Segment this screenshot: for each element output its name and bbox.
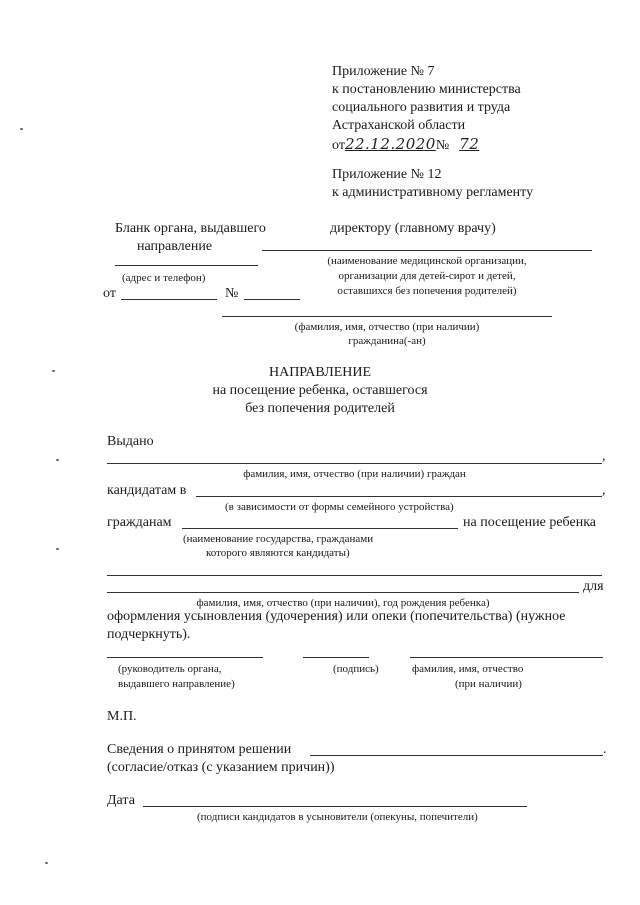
family-form-caption: (в зависимости от формы семейного устройства) [225, 501, 454, 513]
head-caption-1: (руководитель органа, [118, 663, 222, 675]
director-title: директору (главному врачу) [330, 221, 496, 236]
family-form-line [196, 496, 602, 497]
date-line [143, 806, 527, 807]
fio-caption-2: (при наличии) [455, 678, 522, 690]
appendix-7-number-sign: № [435, 138, 450, 153]
appendix-7-line-4: Астраханской области [332, 118, 466, 133]
issued-to-comma: , [602, 449, 606, 464]
organization-caption-2: организации для детей-сирот и детей, [338, 270, 516, 282]
blank-date-line [121, 299, 217, 300]
recipient-fio-caption-2: гражданина(-ан) [348, 335, 426, 347]
blank-number-line [244, 299, 300, 300]
child-line-2 [107, 592, 579, 593]
organization-caption-3: оставшихся без попечения родителей) [337, 285, 517, 297]
citizens-fio-caption: фамилия, имя, отчество (при наличии) граждан [243, 468, 466, 480]
candidates-label: кандидатам в [107, 483, 187, 498]
appendix-7-date-line [332, 135, 479, 155]
decision-dot: . [603, 742, 607, 757]
issued-label: Выдано [107, 434, 154, 449]
head-signature-line [107, 657, 263, 658]
scan-speck [45, 862, 48, 864]
visit-label: на посещение ребенка [463, 515, 596, 530]
state-caption-2: которого являются кандидаты) [206, 547, 350, 559]
address-caption: (адрес и телефон) [122, 272, 206, 284]
blank-label-line-1: Бланк органа, выдавшего [115, 221, 266, 236]
fio-signature-line [410, 657, 603, 658]
signature-caption: (подпись) [333, 663, 379, 675]
blank-label-line-2: направление [137, 239, 213, 254]
blank-number-label: № [225, 286, 239, 301]
scan-speck [52, 370, 55, 372]
blank-from-label: от [103, 286, 116, 301]
head-caption-2: выдавшего направление) [118, 678, 235, 690]
state-caption-1: (наименование государства, гражданами [183, 533, 374, 545]
address-line [115, 265, 258, 266]
issued-to-line [107, 463, 602, 464]
scan-speck [56, 548, 59, 550]
state-line [182, 528, 458, 529]
appendix-12-line-2: к административному регламенту [332, 185, 534, 200]
purpose-line-1: оформления усыновления (удочерения) или опеки (попечительства) (нужное [107, 609, 566, 624]
scan-speck [20, 128, 23, 130]
decision-caption: (согласие/отказ (с указанием причин)) [107, 760, 335, 775]
document-title: НАПРАВЛЕНИЕ [268, 365, 372, 380]
appendix-7-line-2: к постановлению министерства [332, 82, 521, 97]
decision-label: Сведения о принятом решении [107, 742, 292, 757]
recipient-fio-line [222, 316, 552, 317]
appendix-7-handwritten-number: 72 [459, 135, 480, 153]
date-label: Дата [107, 793, 135, 808]
recipient-fio-caption-1: (фамилия, имя, отчество (при наличии) [294, 321, 480, 333]
child-caption: фамилия, имя, отчество (при наличии), год рождения ребенка) [196, 597, 490, 609]
scan-speck [56, 459, 59, 461]
for-label: для [583, 579, 604, 594]
citizens-label: гражданам [107, 515, 172, 530]
organization-line [262, 250, 592, 251]
appendix-7-line-1: Приложение № 7 [332, 64, 435, 79]
document-subtitle-1: на посещение ребенка, оставшегося [212, 383, 428, 398]
appendix-7-line-3: социального развития и труда [332, 100, 511, 115]
organization-caption-1: (наименование медицинской организации, [327, 255, 527, 267]
purpose-line-2: подчеркнуть). [107, 627, 191, 642]
document-subtitle-2: без попечения родителей [245, 401, 395, 416]
appendix-7-from-prefix: от [332, 138, 345, 153]
fio-caption-1: фамилия, имя, отчество [412, 663, 524, 675]
appendix-7-handwritten-date: 22.12.2020 [344, 135, 436, 153]
signature-line [303, 657, 369, 658]
candidates-comma: , [602, 483, 606, 498]
child-line-1 [107, 575, 602, 576]
stamp-label: М.П. [107, 709, 137, 724]
appendix-12-line-1: Приложение № 12 [332, 167, 442, 182]
decision-line [310, 755, 603, 756]
date-caption: (подписи кандидатов в усыновители (опекуны, попечители) [197, 811, 478, 823]
